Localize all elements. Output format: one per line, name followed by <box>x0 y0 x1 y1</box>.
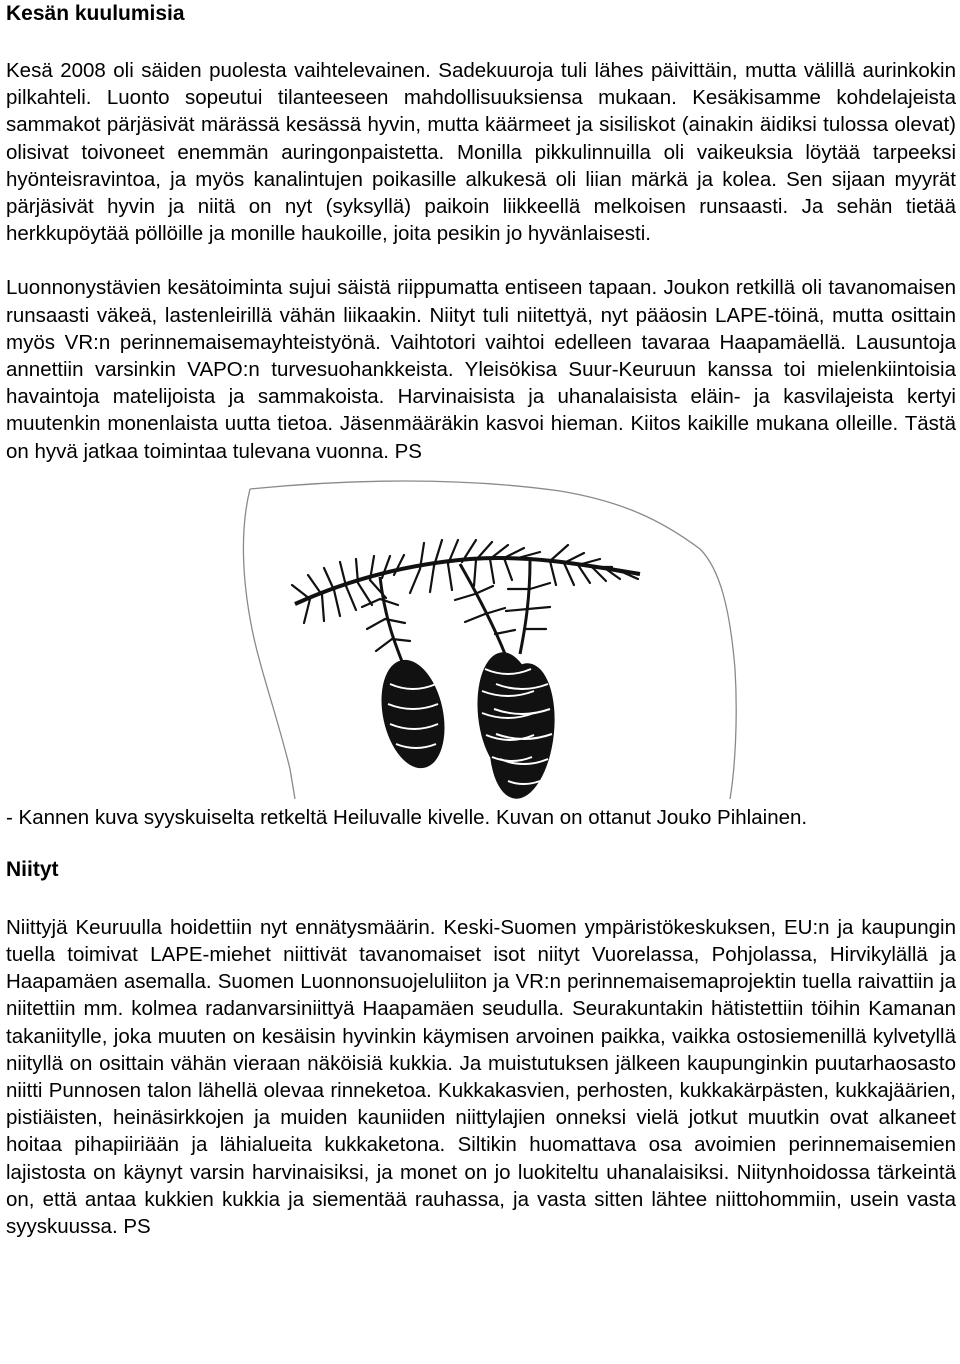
article-paragraph: Kesä 2008 oli säiden puolesta vaihtelevainen. Sadekuuroja tuli lähes päivittäin, mutta välillä aurinkokin pilkahteli. Luonto sopeutui tilanteeseen mahdollisuuksiensa mukaan. Kesäkisamme kohdelajeista sammakot pärjäsivät märässä kesässä hyvin, mutta käärmeet ja sisiliskot (ainakin äidiksi tulossa olevat) olisivat toivoneet enemmän auringonpaistetta. Monilla pikkulinnuilla oli vaikeuksia löytää tarpeeksi hyönteisravintoa, ja myös kanalintujen poikasille alkukesä oli liian märkä ja kolea. Sen sijaan myyrät pärjäsivät hyvin ja niitä on nyt (syksyllä) paikoin liikkeellä melkoisen runsaasti. Ja sehän tietää herkkupöytää pöllöille ja monille haukoille, joita pesikin jo hyvänlaisesti. <box>6 59 956 246</box>
figure-caption: - Kannen kuva syyskuiselta retkeltä Heiluvalle kivelle. Kuvan on ottanut Jouko Pihlainen. <box>6 805 808 829</box>
article-title: Kesän kuulumisia <box>6 2 185 25</box>
article-title: Niityt <box>6 857 59 881</box>
article-paragraph: Niittyjä Keuruulla hoidettiin nyt ennätysmäärin. Keski-Suomen ympäristökeskuksen, EU:n ja kaupungin tuella toimivat LAPE-miehet niittivät tavanomaiset isot niityt Vuorelassa, Pohjolassa, Hirvikylällä ja Haapamäen asemalla. Suomen Luonnonsuojeluliiton ja VR:n perinnemaisemaprojektin tuella raivattiin ja niitettiin mm. kolmea radanvarsiniittyä Haapamäen seudulla. Seurakuntakin hätistettiin töihin Kamanan takaniitylle, joka muuten on kesäisin hyvinkin käymisen arvoinen paikka, vaikka ostosiemenillä kylvetyllä niityllä on osittain vähän vieraan näköisiä kukkia. Ja muistutuksen jälkeen kaupunginkin puutarhaosasto niitti Punnosen talon lähellä olevaa rinneketoa. Kukkakasvien, perhosten, kukkakärpästen, kukkajäärien, pistiäisten, heinäsirkkojen ja muiden kauniiden niittylajien onneksi vielä jotkut muutkin ovat alkaneet hoitaa pihapiiriään ja lähialueita kukkaketona. Siltikin huomattava osa avoimien perinnemaisemien lajistosta on käynyt varsin harvinaisiksi, ja monet on jo luokiteltu uhanalaisiksi. Niitynhoidossa tärkeintä on, että antaa kukkien kukkia ja siementää rauhassa, ja vasta sitten lähtee niittohommiin, usein vasta syyskuussa. PS <box>6 915 956 1239</box>
spruce-branch-illustration <box>6 469 956 804</box>
spruce-branch-drawing <box>230 469 750 804</box>
article-paragraph: Luonnonystävien kesätoiminta sujui säistä riippumatta entiseen tapaan. Joukon retkillä oli tavanomaisen runsaasti väkeä, lastenleirillä vähän liikaakin. Niityt tuli niitettyä, nyt pääosin LAPE-töinä, mutta osittain myös VR:n perinnemaisemayhteistyönä. Vaihtotori vaihtoi edelleen tavaraa Haapamäellä. Lausuntoja annettiin varsinkin VAPO:n turvesuohankkeista. Yleisökisa Suur-Keuruun kanssa toi mielenkiintoisia havaintoja matelijoista ja sammakoista. Harvinaisista ja uhanalaisista eläin- ja kasvilajeista kertyi muutenkin monenlaista uutta tietoa. Jäsenmääräkin kasvoi hieman. Kiitos kaikille mukana olleille. Tästä on hyvä jatkaa toimintaa tulevana vuonna. PS <box>6 276 956 463</box>
document-page <box>6 0 956 1240</box>
